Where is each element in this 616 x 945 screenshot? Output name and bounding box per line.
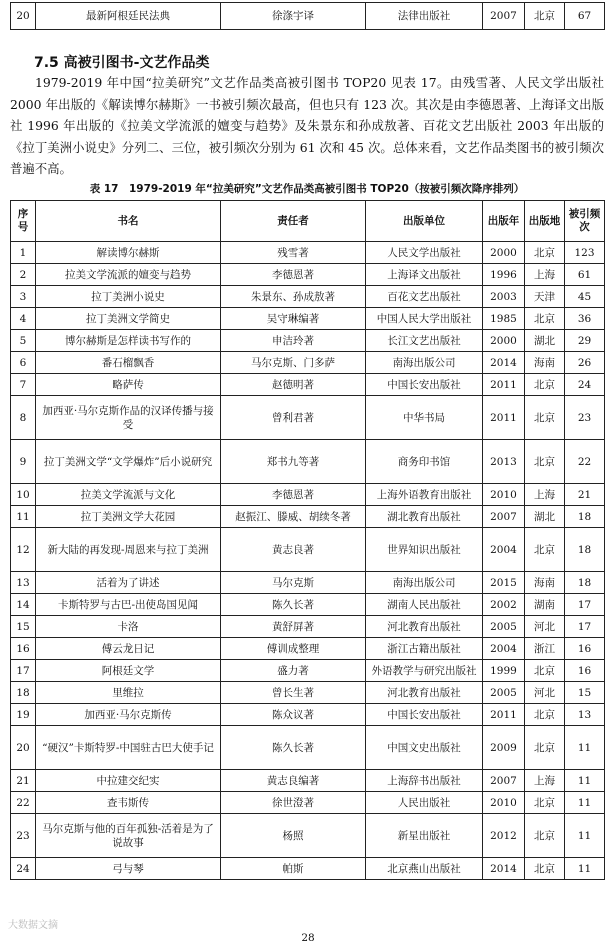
cell-place: 河北 bbox=[525, 682, 565, 704]
cell-count: 22 bbox=[565, 440, 605, 484]
cell-author: 徐涤宇译 bbox=[221, 3, 366, 30]
watermark-text: 大数据文摘 bbox=[8, 920, 58, 931]
cell-title: 博尔赫斯是怎样读书写作的 bbox=[36, 330, 221, 352]
cell-year: 2004 bbox=[483, 638, 525, 660]
cell-place: 湖北 bbox=[525, 506, 565, 528]
cell-year: 2004 bbox=[483, 528, 525, 572]
cell-title: 拉丁美洲小说史 bbox=[36, 286, 221, 308]
cell-no: 7 bbox=[11, 374, 36, 396]
cell-author: 曾利君著 bbox=[221, 396, 366, 440]
cell-author: 赵振江、滕威、胡续冬著 bbox=[221, 506, 366, 528]
cell-place: 北京 bbox=[525, 374, 565, 396]
cell-place: 上海 bbox=[525, 484, 565, 506]
cell-publisher: 上海外语教育出版社 bbox=[366, 484, 483, 506]
cell-author: 陈久长著 bbox=[221, 594, 366, 616]
cell-year: 2013 bbox=[483, 440, 525, 484]
cell-publisher: 上海辞书出版社 bbox=[366, 770, 483, 792]
table-body bbox=[11, 242, 605, 880]
table-row bbox=[11, 374, 605, 396]
cell-no: 5 bbox=[11, 330, 36, 352]
cell-year: 2000 bbox=[483, 242, 525, 264]
cell-no: 18 bbox=[11, 682, 36, 704]
cell-year: 2000 bbox=[483, 330, 525, 352]
cell-publisher: 浙江古籍出版社 bbox=[366, 638, 483, 660]
cell-title: 里维拉 bbox=[36, 682, 221, 704]
cell-publisher: 湖南人民出版社 bbox=[366, 594, 483, 616]
cell-year: 2011 bbox=[483, 374, 525, 396]
cell-no: 22 bbox=[11, 792, 36, 814]
table-row bbox=[11, 704, 605, 726]
cell-no: 13 bbox=[11, 572, 36, 594]
table-row bbox=[11, 264, 605, 286]
cell-author: 残雪著 bbox=[221, 242, 366, 264]
cell-year: 2014 bbox=[483, 858, 525, 880]
cell-author: 徐世澄著 bbox=[221, 792, 366, 814]
table-row bbox=[11, 594, 605, 616]
cell-title: 番石榴飘香 bbox=[36, 352, 221, 374]
section-heading: 7.5 高被引图书-文艺作品类 bbox=[34, 55, 210, 71]
cell-no: 3 bbox=[11, 286, 36, 308]
cell-count: 11 bbox=[565, 726, 605, 770]
cell-publisher: 河北教育出版社 bbox=[366, 682, 483, 704]
cell-publisher: 中华书局 bbox=[366, 396, 483, 440]
cell-title: 傅云龙日记 bbox=[36, 638, 221, 660]
cell-place: 天津 bbox=[525, 286, 565, 308]
cell-count: 123 bbox=[565, 242, 605, 264]
cell-place: 海南 bbox=[525, 352, 565, 374]
cell-author: 朱景东、孙成敖著 bbox=[221, 286, 366, 308]
cell-no: 20 bbox=[11, 726, 36, 770]
table-row bbox=[11, 440, 605, 484]
table-row bbox=[11, 858, 605, 880]
cell-count: 67 bbox=[565, 3, 605, 30]
cell-place: 北京 bbox=[525, 726, 565, 770]
cell-title: 加西亚·马尔克斯传 bbox=[36, 704, 221, 726]
cell-count: 15 bbox=[565, 682, 605, 704]
cell-author: 黄志良著 bbox=[221, 528, 366, 572]
cell-publisher: 南海出版公司 bbox=[366, 572, 483, 594]
cell-author: 盛力著 bbox=[221, 660, 366, 682]
cell-year: 1999 bbox=[483, 660, 525, 682]
cell-count: 45 bbox=[565, 286, 605, 308]
cell-place: 北京 bbox=[525, 308, 565, 330]
cell-year: 2007 bbox=[483, 770, 525, 792]
table-row bbox=[11, 330, 605, 352]
cell-publisher: 湖北教育出版社 bbox=[366, 506, 483, 528]
table-caption: 表 17 1979-2019 年“拉美研究”文艺作品类高被引图书 TOP20（按被引频次降序排列） bbox=[89, 183, 525, 195]
cell-count: 13 bbox=[565, 704, 605, 726]
cell-no: 21 bbox=[11, 770, 36, 792]
cell-no: 1 bbox=[11, 242, 36, 264]
cell-place: 北京 bbox=[525, 858, 565, 880]
cell-place: 浙江 bbox=[525, 638, 565, 660]
cell-count: 17 bbox=[565, 594, 605, 616]
cell-count: 11 bbox=[565, 814, 605, 858]
cell-author: 赵德明著 bbox=[221, 374, 366, 396]
cell-title: “硬汉”卡斯特罗-中国驻古巴大使手记 bbox=[36, 726, 221, 770]
cell-place: 上海 bbox=[525, 770, 565, 792]
cell-title: 略萨传 bbox=[36, 374, 221, 396]
cell-count: 16 bbox=[565, 660, 605, 682]
cell-no: 15 bbox=[11, 616, 36, 638]
cell-title: 卡斯特罗与古巴-出使岛国见闻 bbox=[36, 594, 221, 616]
cell-count: 26 bbox=[565, 352, 605, 374]
cell-no: 19 bbox=[11, 704, 36, 726]
cell-publisher: 中国长安出版社 bbox=[366, 704, 483, 726]
cell-year: 2003 bbox=[483, 286, 525, 308]
body-paragraph: 1979-2019 年中国“拉美研究”文艺作品类高被引图书 TOP20 见表 17。由残雪著、人民文学出版社 2000 年出版的《解读博尔赫斯》一书被引频次最高，但也只有 123 次。其次是由李德恩著、上海译文出版社 1996 年出版的《拉美文学流派的嬗变与趋势》及朱景东和孙成敖著、百花文艺出版社 2003 年出版的《拉丁美洲小说史》分列二、三位，被引频次分别为 61 次和 45 次。总体来看，文艺作品类图书的被引频次普遍不高。 bbox=[10, 75, 604, 176]
cell-count: 18 bbox=[565, 572, 605, 594]
cell-title: 活着为了讲述 bbox=[36, 572, 221, 594]
cell-place: 北京 bbox=[525, 3, 565, 30]
cell-no: 17 bbox=[11, 660, 36, 682]
cell-author: 申洁玲著 bbox=[221, 330, 366, 352]
cell-author: 马尔克斯 bbox=[221, 572, 366, 594]
table-row bbox=[11, 242, 605, 264]
cell-title: 拉丁美洲文学“文学爆炸”后小说研究 bbox=[36, 440, 221, 484]
table-row bbox=[11, 726, 605, 770]
cell-no: 2 bbox=[11, 264, 36, 286]
cell-author: 马尔克斯、门多萨 bbox=[221, 352, 366, 374]
cell-count: 17 bbox=[565, 616, 605, 638]
cell-no: 9 bbox=[11, 440, 36, 484]
table-row bbox=[11, 770, 605, 792]
table-row bbox=[11, 792, 605, 814]
previous-table-last-row bbox=[10, 2, 605, 30]
cell-publisher: 世界知识出版社 bbox=[366, 528, 483, 572]
cell-count: 21 bbox=[565, 484, 605, 506]
header-count: 被引频次 bbox=[565, 201, 605, 242]
citation-table bbox=[10, 200, 605, 880]
table-row bbox=[11, 572, 605, 594]
table-row bbox=[11, 660, 605, 682]
cell-title: 最新阿根廷民法典 bbox=[36, 3, 221, 30]
table-row bbox=[11, 484, 605, 506]
table-row bbox=[11, 308, 605, 330]
cell-count: 16 bbox=[565, 638, 605, 660]
table-row bbox=[11, 682, 605, 704]
cell-year: 2011 bbox=[483, 704, 525, 726]
cell-count: 11 bbox=[565, 858, 605, 880]
cell-place: 上海 bbox=[525, 264, 565, 286]
cell-publisher: 新星出版社 bbox=[366, 814, 483, 858]
cell-publisher: 人民出版社 bbox=[366, 792, 483, 814]
cell-publisher: 北京燕山出版社 bbox=[366, 858, 483, 880]
table-row bbox=[11, 638, 605, 660]
cell-no: 14 bbox=[11, 594, 36, 616]
cell-place: 北京 bbox=[525, 814, 565, 858]
cell-count: 18 bbox=[565, 528, 605, 572]
cell-author: 吴守琳编著 bbox=[221, 308, 366, 330]
cell-year: 2014 bbox=[483, 352, 525, 374]
cell-place: 北京 bbox=[525, 660, 565, 682]
cell-count: 24 bbox=[565, 374, 605, 396]
cell-place: 湖北 bbox=[525, 330, 565, 352]
header-author: 责任者 bbox=[221, 201, 366, 242]
header-title: 书名 bbox=[36, 201, 221, 242]
cell-count: 11 bbox=[565, 792, 605, 814]
cell-year: 2010 bbox=[483, 484, 525, 506]
cell-no: 8 bbox=[11, 396, 36, 440]
cell-place: 海南 bbox=[525, 572, 565, 594]
cell-year: 2002 bbox=[483, 594, 525, 616]
cell-publisher: 上海译文出版社 bbox=[366, 264, 483, 286]
cell-author: 杨照 bbox=[221, 814, 366, 858]
cell-year: 2010 bbox=[483, 792, 525, 814]
cell-year: 2005 bbox=[483, 682, 525, 704]
cell-no: 10 bbox=[11, 484, 36, 506]
cell-publisher: 外语教学与研究出版社 bbox=[366, 660, 483, 682]
table-header-row bbox=[11, 201, 605, 242]
cell-place: 湖南 bbox=[525, 594, 565, 616]
cell-publisher: 中国人民大学出版社 bbox=[366, 308, 483, 330]
cell-publisher: 人民文学出版社 bbox=[366, 242, 483, 264]
cell-title: 新大陆的再发现-周恩来与拉丁美洲 bbox=[36, 528, 221, 572]
table-row bbox=[11, 286, 605, 308]
cell-author: 傅训成整理 bbox=[221, 638, 366, 660]
cell-no: 16 bbox=[11, 638, 36, 660]
cell-no: 20 bbox=[11, 3, 36, 30]
cell-year: 1985 bbox=[483, 308, 525, 330]
cell-place: 北京 bbox=[525, 440, 565, 484]
table-row bbox=[11, 3, 605, 30]
cell-publisher: 南海出版公司 bbox=[366, 352, 483, 374]
cell-count: 36 bbox=[565, 308, 605, 330]
cell-title: 中拉建交纪实 bbox=[36, 770, 221, 792]
table-row bbox=[11, 396, 605, 440]
cell-count: 23 bbox=[565, 396, 605, 440]
cell-year: 2007 bbox=[483, 506, 525, 528]
cell-place: 北京 bbox=[525, 528, 565, 572]
cell-author: 黄舒屏著 bbox=[221, 616, 366, 638]
table-row bbox=[11, 616, 605, 638]
cell-title: 阿根廷文学 bbox=[36, 660, 221, 682]
cell-author: 黄志良编著 bbox=[221, 770, 366, 792]
cell-no: 4 bbox=[11, 308, 36, 330]
cell-place: 北京 bbox=[525, 792, 565, 814]
table-row bbox=[11, 352, 605, 374]
cell-year: 2011 bbox=[483, 396, 525, 440]
cell-year: 2009 bbox=[483, 726, 525, 770]
table-row bbox=[11, 528, 605, 572]
cell-publisher: 长江文艺出版社 bbox=[366, 330, 483, 352]
cell-publisher: 法律出版社 bbox=[366, 3, 483, 30]
cell-title: 加西亚·马尔克斯作品的汉译传播与接受 bbox=[36, 396, 221, 440]
cell-publisher: 百花文艺出版社 bbox=[366, 286, 483, 308]
cell-year: 2012 bbox=[483, 814, 525, 858]
cell-title: 弓与琴 bbox=[36, 858, 221, 880]
cell-title: 拉美文学流派的嬗变与趋势 bbox=[36, 264, 221, 286]
cell-no: 24 bbox=[11, 858, 36, 880]
cell-author: 李德恩著 bbox=[221, 264, 366, 286]
cell-title: 查韦斯传 bbox=[36, 792, 221, 814]
cell-place: 北京 bbox=[525, 242, 565, 264]
cell-title: 马尔克斯与他的百年孤独-活着是为了说故事 bbox=[36, 814, 221, 858]
cell-year: 2015 bbox=[483, 572, 525, 594]
cell-author: 郑书九等著 bbox=[221, 440, 366, 484]
cell-count: 11 bbox=[565, 770, 605, 792]
cell-publisher: 河北教育出版社 bbox=[366, 616, 483, 638]
cell-place: 北京 bbox=[525, 396, 565, 440]
cell-title: 拉丁美洲文学大花园 bbox=[36, 506, 221, 528]
cell-title: 解读博尔赫斯 bbox=[36, 242, 221, 264]
cell-publisher: 商务印书馆 bbox=[366, 440, 483, 484]
cell-count: 18 bbox=[565, 506, 605, 528]
cell-count: 61 bbox=[565, 264, 605, 286]
cell-year: 2005 bbox=[483, 616, 525, 638]
cell-count: 29 bbox=[565, 330, 605, 352]
cell-author: 李德恩著 bbox=[221, 484, 366, 506]
header-no: 序号 bbox=[11, 201, 36, 242]
cell-title: 拉丁美洲文学简史 bbox=[36, 308, 221, 330]
table-row bbox=[11, 506, 605, 528]
cell-no: 6 bbox=[11, 352, 36, 374]
header-publisher: 出版单位 bbox=[366, 201, 483, 242]
page-number: 28 bbox=[301, 932, 315, 944]
cell-title: 拉美文学流派与文化 bbox=[36, 484, 221, 506]
cell-author: 帕斯 bbox=[221, 858, 366, 880]
cell-title: 卡洛 bbox=[36, 616, 221, 638]
cell-place: 河北 bbox=[525, 616, 565, 638]
cell-publisher: 中国文史出版社 bbox=[366, 726, 483, 770]
cell-no: 12 bbox=[11, 528, 36, 572]
cell-author: 陈众议著 bbox=[221, 704, 366, 726]
table-row bbox=[11, 814, 605, 858]
header-place: 出版地 bbox=[525, 201, 565, 242]
cell-no: 23 bbox=[11, 814, 36, 858]
cell-year: 2007 bbox=[483, 3, 525, 30]
cell-author: 曾长生著 bbox=[221, 682, 366, 704]
header-year: 出版年 bbox=[483, 201, 525, 242]
cell-publisher: 中国长安出版社 bbox=[366, 374, 483, 396]
cell-author: 陈久长著 bbox=[221, 726, 366, 770]
cell-year: 1996 bbox=[483, 264, 525, 286]
cell-no: 11 bbox=[11, 506, 36, 528]
cell-place: 北京 bbox=[525, 704, 565, 726]
